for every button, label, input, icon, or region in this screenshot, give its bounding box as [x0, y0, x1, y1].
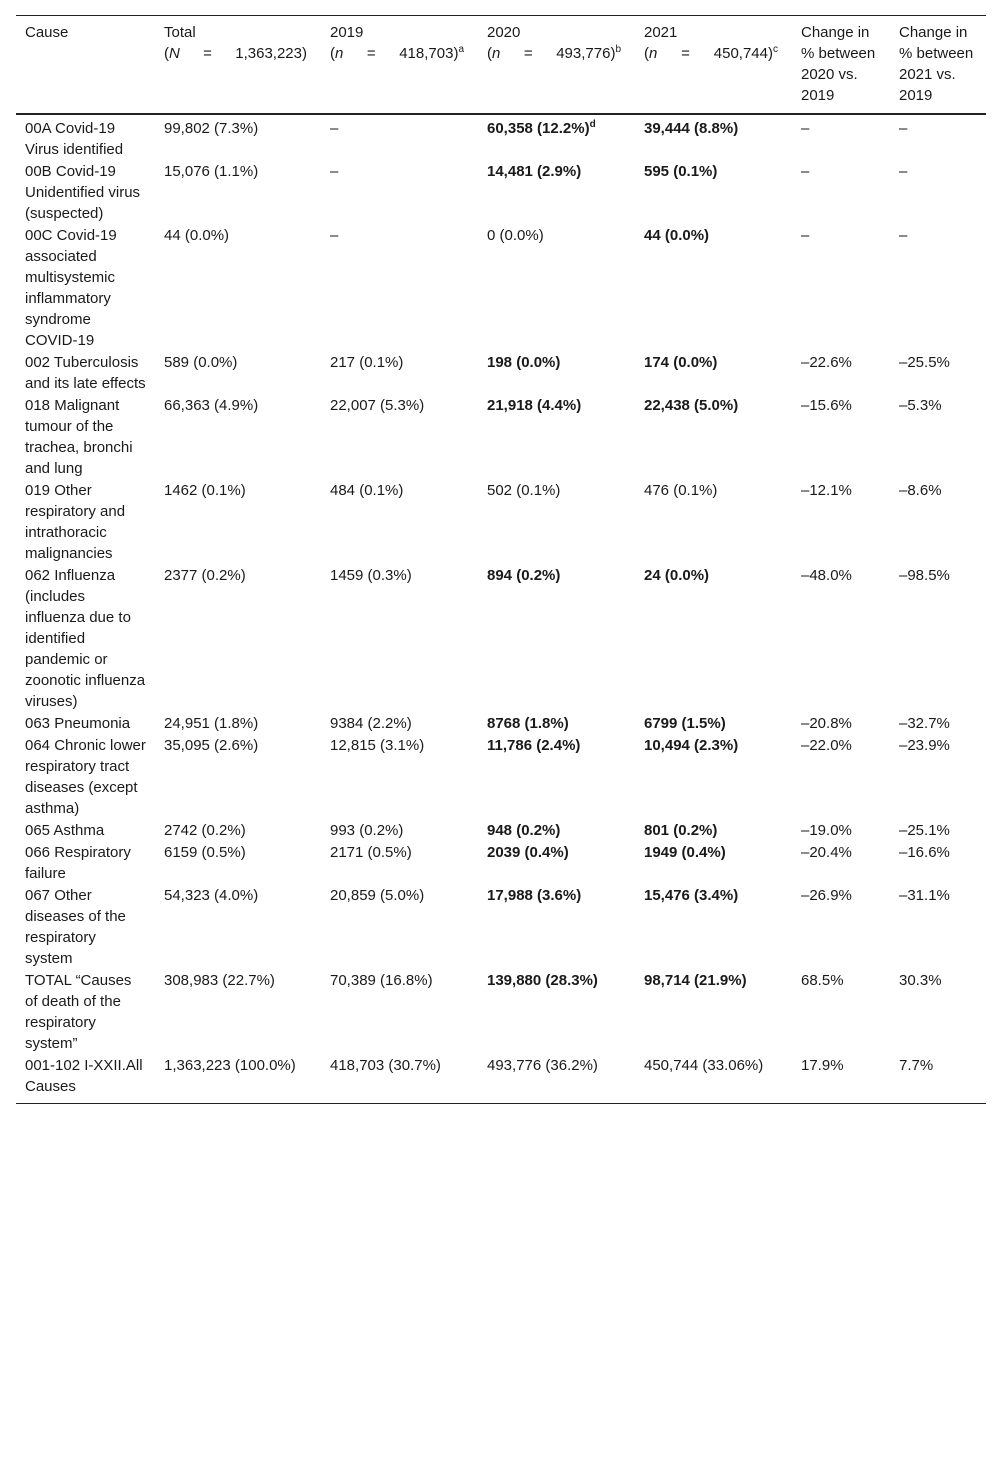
- table-row: [16, 351, 986, 394]
- header-total-n: (N = 1,363,223): [164, 45, 307, 62]
- total-cell: 308,983 (22.7%): [164, 972, 275, 989]
- y2019-cell: 20,859 (5.0%): [330, 887, 425, 904]
- y2019-cell: 9384 (2.2%): [330, 715, 412, 732]
- change-2021-cell: –: [899, 227, 908, 244]
- y2019-cell: 12,815 (3.1%): [330, 737, 425, 754]
- total-cell: 15,076 (1.1%): [164, 163, 259, 180]
- table-row: [16, 884, 986, 969]
- header-2021-eq: =: [681, 45, 690, 62]
- change-2021-cell: –23.9%: [899, 737, 950, 754]
- change-2020-cell: –26.9%: [801, 887, 852, 904]
- table-row: [16, 394, 986, 479]
- change-2020-cell: –15.6%: [801, 397, 852, 414]
- y2021-cell: 39,444 (8.8%): [644, 120, 739, 137]
- change-2021-cell: –98.5%: [899, 567, 950, 584]
- total-cell: 2742 (0.2%): [164, 822, 246, 839]
- cause-cell: 067 Other diseases of the respiratory system: [25, 887, 126, 967]
- y2021-cell: 6799 (1.5%): [644, 715, 726, 732]
- y2021-cell: 98,714 (21.9%): [644, 972, 747, 989]
- total-cell: 99,802 (7.3%): [164, 120, 259, 137]
- y2021-cell: 24 (0.0%): [644, 567, 710, 584]
- change-2021-cell: 30.3%: [899, 972, 942, 989]
- footnote-a: a: [458, 44, 464, 55]
- change-2020-cell: 17.9%: [801, 1057, 844, 1074]
- total-cell: 24,951 (1.8%): [164, 715, 259, 732]
- total-cell: 1,363,223 (100.0%): [164, 1057, 296, 1074]
- table-row: [16, 712, 986, 734]
- y2021-cell: 801 (0.2%): [644, 822, 718, 839]
- y2020-cell: 0 (0.0%): [487, 227, 544, 244]
- y2019-cell: 22,007 (5.3%): [330, 397, 425, 414]
- cause-cell: 065 Asthma: [25, 822, 105, 839]
- table-row: [16, 224, 986, 351]
- y2019-cell: 418,703 (30.7%): [330, 1057, 441, 1074]
- y2020-cell: [478, 114, 635, 160]
- change-2020-cell: –22.0%: [801, 737, 852, 754]
- y2021-cell: 450,744 (33.06%): [644, 1057, 764, 1074]
- table-row: [16, 841, 986, 884]
- change-2020-cell: –: [801, 120, 810, 137]
- change-2021-cell: –16.6%: [899, 844, 950, 861]
- header-row: [16, 16, 986, 115]
- change-2021-cell: –25.5%: [899, 354, 950, 371]
- y2020-cell: 14,481 (2.9%): [487, 163, 582, 180]
- header-2020-n: (n = 493,776)$^b$: [487, 44, 621, 62]
- y2020-cell: 17,988 (3.6%): [487, 887, 582, 904]
- change-2020-cell: –48.0%: [801, 567, 852, 584]
- total-cell: 1462 (0.1%): [164, 482, 246, 499]
- total-cell: 66,363 (4.9%): [164, 397, 259, 414]
- cause-cell: 002 Tuberculosis and its late effects: [25, 354, 146, 392]
- total-cell: 54,323 (4.0%): [164, 887, 259, 904]
- y2019-cell: –: [330, 227, 339, 244]
- change-2020-cell: –19.0%: [801, 822, 852, 839]
- header-change-2020: Change in % between 2020 vs. 2019: [801, 24, 876, 104]
- cause-cell: 001-102 I-XXII.All Causes: [25, 1057, 143, 1095]
- y2020-cell: 139,880 (28.3%): [487, 972, 598, 989]
- footnote-d: d: [589, 119, 596, 130]
- cause-cell: 00B Covid-19 Unidentified virus (suspected): [25, 163, 141, 222]
- y2021-cell: 10,494 (2.3%): [644, 737, 739, 754]
- y2019-cell: 217 (0.1%): [330, 354, 404, 371]
- cause-cell: 00A Covid-19 Virus identified: [25, 120, 124, 158]
- table-row: [16, 819, 986, 841]
- change-2020-cell: –: [801, 227, 810, 244]
- header-2020-label: 2020: [487, 24, 521, 41]
- y2020-cell: 2039 (0.4%): [487, 844, 569, 861]
- header-2021-var: n: [649, 45, 658, 62]
- cause-cell: 062 Influenza (includes influenza due to identified pandemic or zoonotic influenza viruses): [25, 567, 146, 710]
- change-2021-cell: –8.6%: [899, 482, 942, 499]
- footnote-c: c: [773, 44, 778, 55]
- table-row: [16, 564, 986, 712]
- change-2020-cell: –: [801, 163, 810, 180]
- header-2021: [635, 16, 792, 115]
- header-total-eq: =: [203, 45, 212, 62]
- y2020-value: 60,358 (12.2%): [487, 120, 590, 137]
- y2021-cell: 1949 (0.4%): [644, 844, 726, 861]
- change-2021-cell: –: [899, 163, 908, 180]
- header-total-var: N: [169, 45, 180, 62]
- header-2020-var: n: [492, 45, 501, 62]
- header-total-label: Total: [164, 24, 196, 41]
- y2021-cell: 22,438 (5.0%): [644, 397, 739, 414]
- change-2021-cell: –5.3%: [899, 397, 942, 414]
- header-2019-label: 2019: [330, 24, 364, 41]
- header-2021-n: (n = 450,744)$^c$: [644, 44, 778, 62]
- total-cell: 6159 (0.5%): [164, 844, 246, 861]
- y2020-cell: 198 (0.0%): [487, 354, 561, 371]
- total-cell: 2377 (0.2%): [164, 567, 246, 584]
- change-2021-cell: –25.1%: [899, 822, 950, 839]
- footnote-b: b: [615, 44, 621, 55]
- y2019-cell: 993 (0.2%): [330, 822, 404, 839]
- header-cause: Cause: [25, 24, 69, 41]
- header-2021-value: 450,744: [713, 45, 768, 62]
- header-2020: [478, 16, 635, 115]
- y2020-cell: 948 (0.2%): [487, 822, 561, 839]
- y2021-cell: 595 (0.1%): [644, 163, 718, 180]
- table-row: [16, 160, 986, 224]
- change-2020-cell: –20.8%: [801, 715, 852, 732]
- header-2019-value: 418,703: [399, 45, 454, 62]
- change-2020-cell: –22.6%: [801, 354, 852, 371]
- cause-cell: TOTAL “Causes of death of the respiratory system”: [25, 972, 132, 1052]
- table-row: [16, 479, 986, 564]
- table-row: [16, 734, 986, 819]
- y2020-cell: 894 (0.2%): [487, 567, 561, 584]
- total-cell: 44 (0.0%): [164, 227, 230, 244]
- respiratory-deaths-table: [16, 15, 986, 1104]
- header-2019-n: (n = 418,703)$^a$: [330, 44, 464, 62]
- y2020-cell: 21,918 (4.4%): [487, 397, 582, 414]
- y2019-cell: 2171 (0.5%): [330, 844, 412, 861]
- y2019-cell: –: [330, 120, 339, 137]
- header-2019: [321, 16, 478, 115]
- cause-cell: 064 Chronic lower respiratory tract diseases (except asthma): [25, 737, 146, 817]
- header-2019-eq: =: [366, 45, 376, 62]
- change-2020-cell: –20.4%: [801, 844, 852, 861]
- header-2020-value: 493,776: [556, 45, 611, 62]
- cause-cell: 063 Pneumonia: [25, 715, 131, 732]
- table-container: [16, 15, 986, 1104]
- y2020-cell: 502 (0.1%): [487, 482, 561, 499]
- y2021-cell: 476 (0.1%): [644, 482, 718, 499]
- change-2021-cell: 7.7%: [899, 1057, 934, 1074]
- cause-cell: 018 Malignant tumour of the trachea, bronchi and lung: [25, 397, 133, 477]
- change-2020-cell: 68.5%: [801, 972, 844, 989]
- cause-cell: 066 Respiratory failure: [25, 844, 131, 882]
- change-2021-cell: –32.7%: [899, 715, 950, 732]
- header-2021-label: 2021: [644, 24, 678, 41]
- y2019-cell: –: [330, 163, 339, 180]
- cause-cell: 019 Other respiratory and intrathoracic malignancies: [25, 482, 126, 562]
- total-cell: 35,095 (2.6%): [164, 737, 259, 754]
- y2019-cell: 70,389 (16.8%): [330, 972, 433, 989]
- table-row-total-respiratory: [16, 969, 986, 1054]
- y2021-cell: 174 (0.0%): [644, 354, 718, 371]
- header-2020-eq: =: [523, 45, 533, 62]
- y2021-cell: 44 (0.0%): [644, 227, 710, 244]
- y2019-cell: 1459 (0.3%): [330, 567, 412, 584]
- header-total: [155, 16, 321, 115]
- total-cell: 589 (0.0%): [164, 354, 238, 371]
- y2019-cell: 484 (0.1%): [330, 482, 404, 499]
- header-2019-var: n: [335, 45, 344, 62]
- table-row-all-causes: [16, 1054, 986, 1104]
- change-2021-cell: –: [899, 120, 908, 137]
- header-change-2021: Change in % between 2021 vs. 2019: [899, 24, 974, 104]
- change-2020-cell: –12.1%: [801, 482, 852, 499]
- y2020-cell: 493,776 (36.2%): [487, 1057, 598, 1074]
- change-2021-cell: –31.1%: [899, 887, 950, 904]
- y2020-cell: 8768 (1.8%): [487, 715, 569, 732]
- header-total-value: 1,363,223: [235, 45, 302, 62]
- y2020-cell: 11,786 (2.4%): [487, 737, 581, 754]
- cause-cell: 00C Covid-19 associated multisystemic inflammatory syndrome COVID-19: [25, 227, 117, 349]
- table-row: [16, 114, 986, 160]
- y2021-cell: 15,476 (3.4%): [644, 887, 739, 904]
